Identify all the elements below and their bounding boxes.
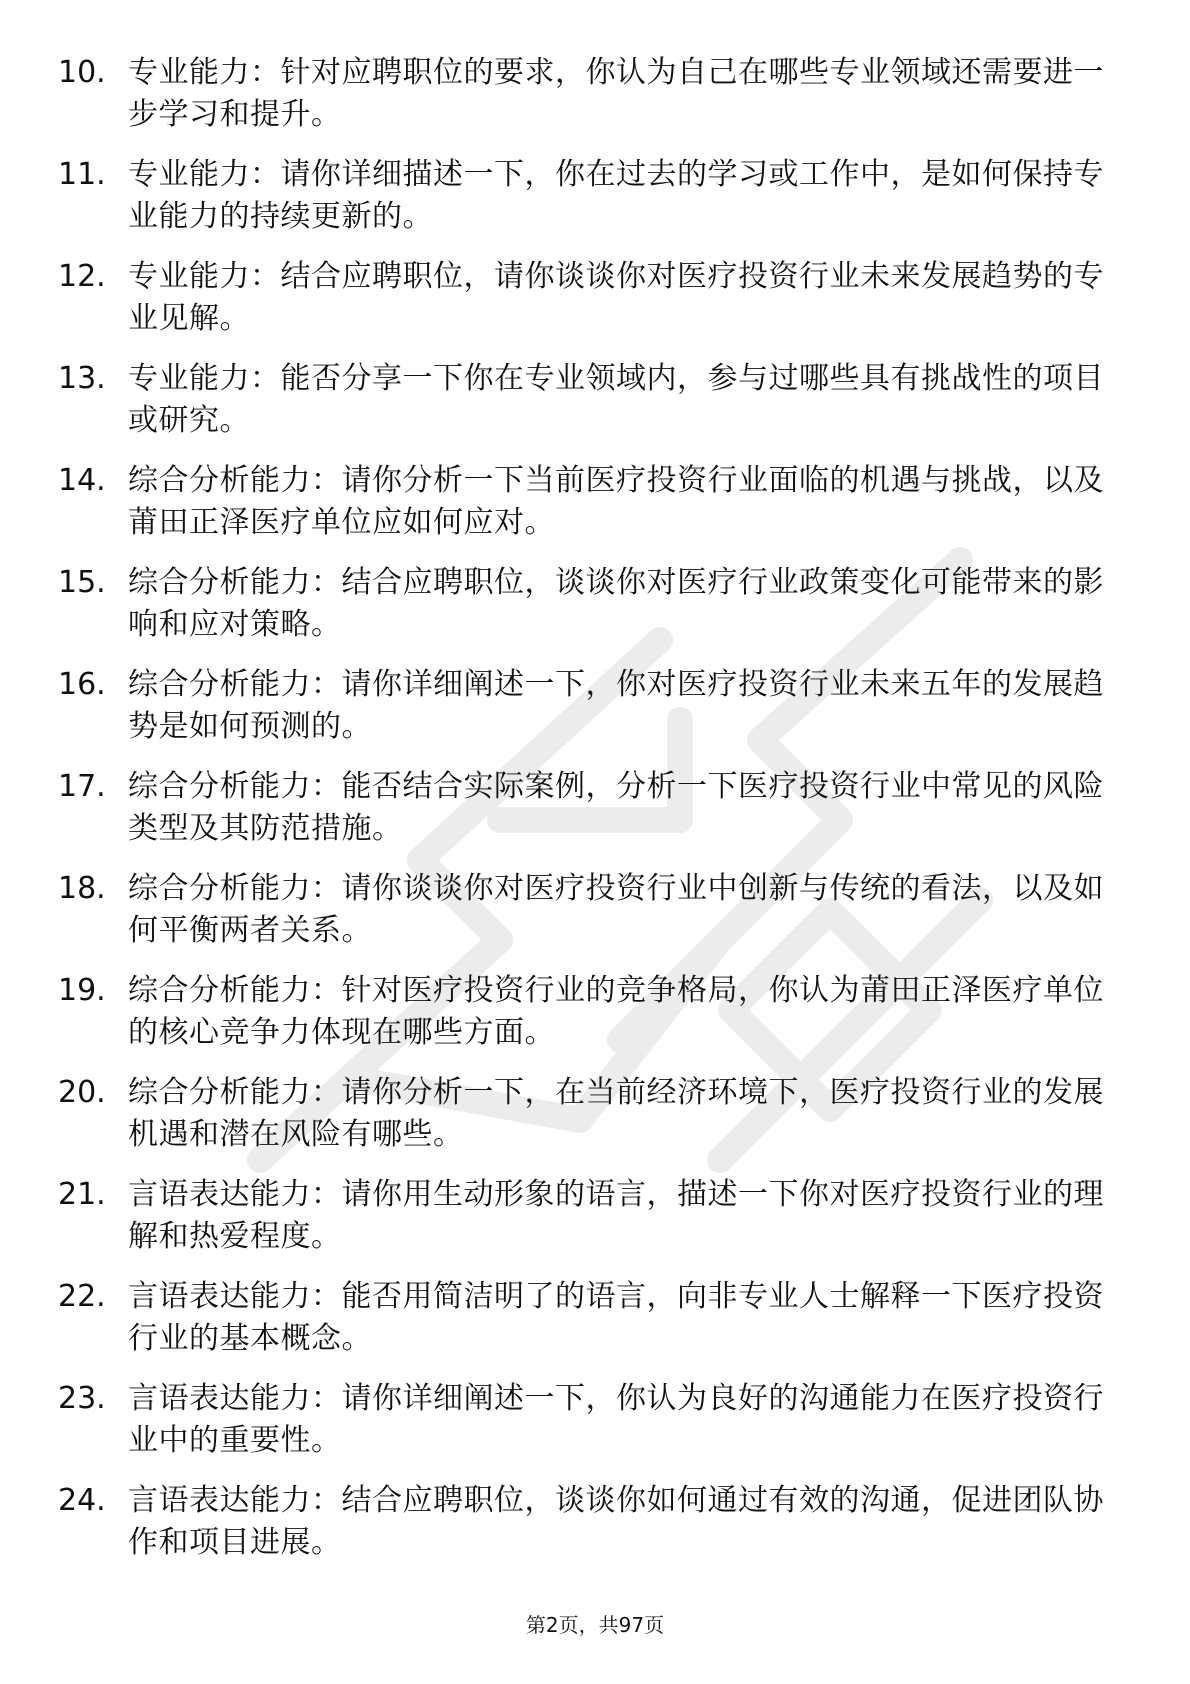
question-number: 16. (58, 667, 106, 702)
question-number: 23. (58, 1381, 106, 1416)
question-number: 20. (58, 1075, 106, 1110)
question-number: 19. (58, 973, 106, 1008)
question-item (58, 256, 1118, 358)
question-number: 24. (58, 1483, 106, 1518)
question-number: 10. (58, 55, 106, 90)
question-text: 综合分析能力：请你谈谈你对医疗投资行业中创新与传统的看法，以及如何平衡两者关系。 (128, 871, 1104, 948)
question-item (58, 664, 1118, 766)
question-number: 15. (58, 565, 106, 600)
question-text: 专业能力：请你详细描述一下，你在过去的学习或工作中，是如何保持专业能力的持续更新的。 (128, 157, 1104, 234)
question-text: 综合分析能力：结合应聘职位，谈谈你对医疗行业政策变化可能带来的影响和应对策略。 (128, 565, 1104, 642)
question-number: 21. (58, 1177, 106, 1212)
question-number: 12. (58, 259, 106, 294)
question-number: 17. (58, 769, 106, 804)
page-number-label: 第2页，共97页 (525, 1613, 665, 1637)
question-item (58, 1072, 1118, 1174)
question-text: 专业能力：能否分享一下你在专业领域内，参与过哪些具有挑战性的项目或研究。 (128, 361, 1104, 438)
question-item (58, 52, 1118, 154)
question-item (58, 1378, 1118, 1480)
question-list (58, 52, 1118, 1582)
page-footer (0, 1612, 1190, 1638)
question-text: 言语表达能力：请你用生动形象的语言，描述一下你对医疗投资行业的理解和热爱程度。 (128, 1177, 1104, 1254)
question-number: 14. (58, 463, 106, 498)
question-number: 13. (58, 361, 106, 396)
question-text: 专业能力：结合应聘职位，请你谈谈你对医疗投资行业未来发展趋势的专业见解。 (128, 259, 1104, 336)
question-text: 言语表达能力：结合应聘职位，谈谈你如何通过有效的沟通，促进团队协作和项目进展。 (128, 1483, 1104, 1560)
question-item (58, 868, 1118, 970)
question-text: 综合分析能力：能否结合实际案例，分析一下医疗投资行业中常见的风险类型及其防范措施。 (128, 769, 1104, 846)
question-number: 11. (58, 157, 106, 192)
question-text: 综合分析能力：请你分析一下当前医疗投资行业面临的机遇与挑战，以及莆田正泽医疗单位应如何应对。 (128, 463, 1104, 540)
question-item (58, 1480, 1118, 1582)
question-text: 综合分析能力：针对医疗投资行业的竞争格局，你认为莆田正泽医疗单位的核心竞争力体现在哪些方面。 (128, 973, 1104, 1050)
question-text: 言语表达能力：请你详细阐述一下，你认为良好的沟通能力在医疗投资行业中的重要性。 (128, 1381, 1104, 1458)
question-number: 18. (58, 871, 106, 906)
question-item (58, 460, 1118, 562)
question-text: 综合分析能力：请你详细阐述一下，你对医疗投资行业未来五年的发展趋势是如何预测的。 (128, 667, 1104, 744)
question-text: 专业能力：针对应聘职位的要求，你认为自己在哪些专业领域还需要进一步学习和提升。 (128, 55, 1104, 132)
question-item (58, 562, 1118, 664)
question-text: 言语表达能力：能否用简洁明了的语言，向非专业人士解释一下医疗投资行业的基本概念。 (128, 1279, 1104, 1356)
question-item (58, 970, 1118, 1072)
question-item (58, 1174, 1118, 1276)
question-item (58, 766, 1118, 868)
question-item (58, 1276, 1118, 1378)
question-item (58, 358, 1118, 460)
question-item (58, 154, 1118, 256)
question-text: 综合分析能力：请你分析一下，在当前经济环境下，医疗投资行业的发展机遇和潜在风险有哪些。 (128, 1075, 1104, 1152)
question-number: 22. (58, 1279, 106, 1314)
